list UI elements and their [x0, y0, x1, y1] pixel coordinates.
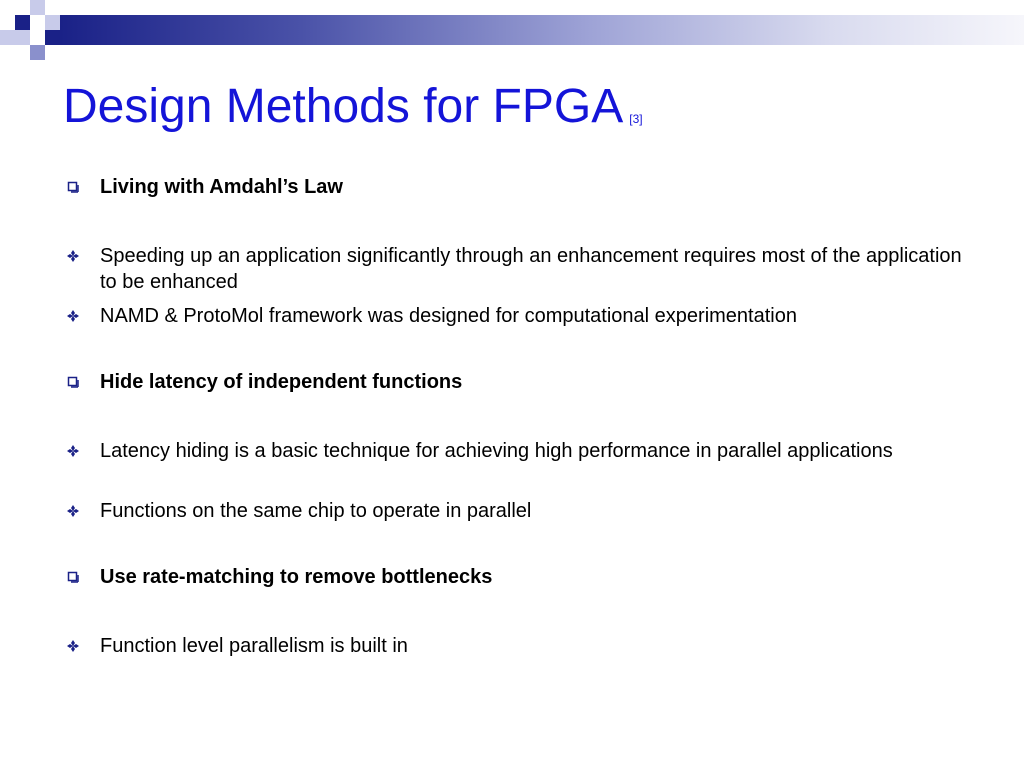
diamond-cluster-icon: [66, 504, 80, 518]
hollow-square-icon: [66, 375, 80, 389]
list-item-text: Function level parallelism is built in: [100, 635, 408, 657]
slide-title-text: Design Methods for FPGA: [63, 80, 624, 133]
list-item-text: Hide latency of independent functions: [100, 371, 463, 393]
diamond-cluster-icon: [66, 639, 80, 653]
list-item-text: Latency hiding is a basic technique for achieving high performance in parallel applications: [100, 440, 893, 462]
list-item-text: Use rate-matching to remove bottlenecks: [100, 566, 493, 588]
hollow-square-icon: [66, 180, 80, 194]
hollow-square-icon: [66, 570, 80, 584]
list-item-text: Speeding up an application significantly through an enhancement requires most of the application to be enhanced: [100, 245, 962, 293]
list-item-text: NAMD & ProtoMol framework was designed for computational experimentation: [100, 305, 797, 327]
diamond-cluster-icon: [66, 249, 80, 263]
diamond-cluster-icon: [66, 309, 80, 323]
diamond-cluster-icon: [66, 444, 80, 458]
list-item-text: Living with Amdahl’s Law: [100, 176, 343, 198]
title-reference: [3]: [629, 112, 643, 126]
list-item-text: Functions on the same chip to operate in parallel: [100, 500, 532, 522]
